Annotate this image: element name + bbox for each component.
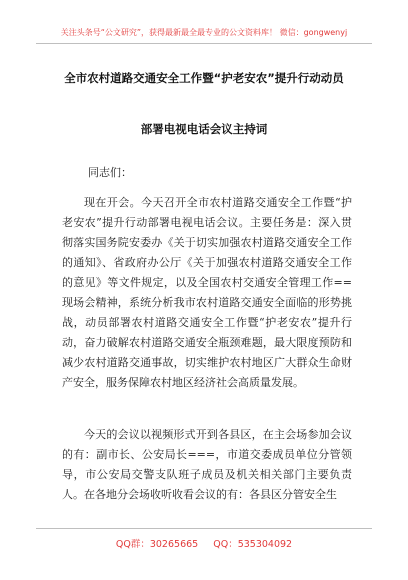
header-banner: 关注头条号“公文研究”，获得最新最全最专业的公文资料库！ 微信：gongwenyj xyxy=(60,28,348,37)
salutation: 同志们： xyxy=(88,166,132,179)
document-title-line1: 全市农村道路交通安全工作暨“护老安农”提升行动动员 xyxy=(64,71,344,85)
footer-qq-number: QQ：535304092 xyxy=(213,539,293,550)
footer-contact xyxy=(0,536,408,550)
footer-qq-group: QQ群：30265665 xyxy=(115,539,199,550)
document-title-line2: 部署电视电话会议主持词 xyxy=(140,122,268,136)
paragraph-2: 今天的会议以视频形式开到各县区，在主会场参加会议的有：副市长、公安局长===，市道交委成员单位分管领导，市公安局交警支队班子成员及机关相关部门主要负责人。在各地分会场收听收看会议的有：各县区分管安全生 xyxy=(62,428,352,501)
footer-divider xyxy=(36,528,372,529)
header-divider xyxy=(36,43,372,44)
paragraph-1: 现在开会。今天召开全市农村道路交通安全工作暨“护老安农”提升行动部署电视电话会议。主要任务是：深入贯彻落实国务院安委办《关于切实加强农村道路交通安全工作的通知》、省政府办公厅《关于加强农村道路交通安全工作的意见》等文件规定，以及全国农村交通安全管理工作==现场会精神，系统分析我市农村道路交通安全面临的形势挑战，动员部署农村道路交通安全工作暨“护老安农”提升行动，奋力破解农村道路交通安全瓶颈难题，最大限度预防和减少农村道路交通事故，切实维护农村地区广大群众生命财产安全，服务保障农村地区经济社会高质量发展。 xyxy=(62,196,352,389)
